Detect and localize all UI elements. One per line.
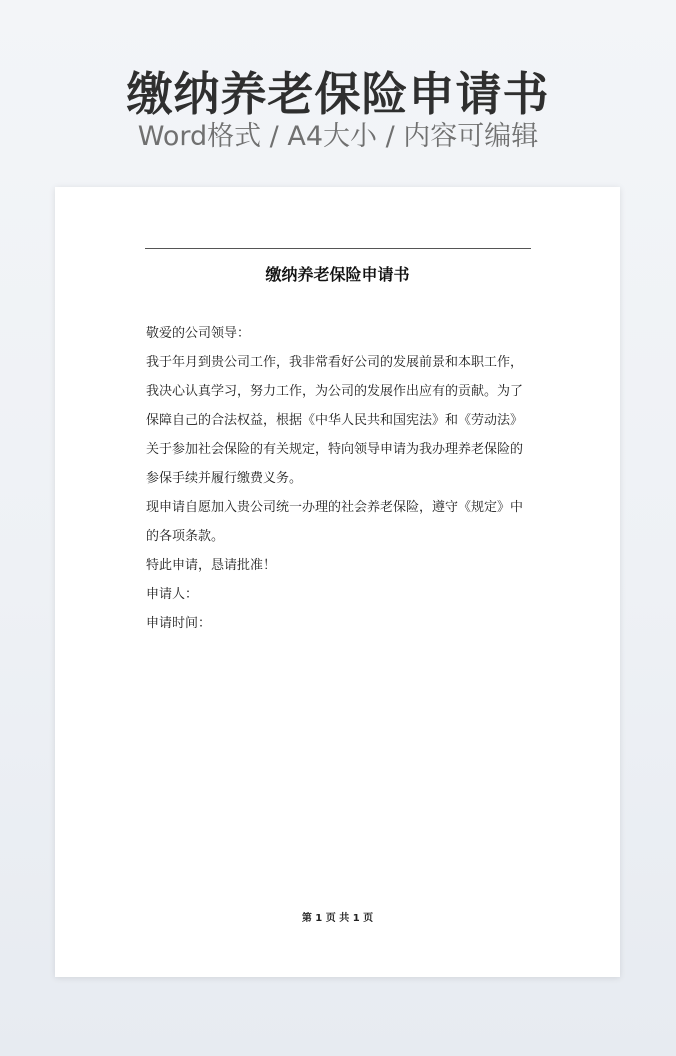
salutation: 敬爱的公司领导： — [146, 326, 251, 341]
banner-subtitle: Word格式 / A4大小 / 内容可编辑 — [137, 121, 539, 152]
applicant-label: 申请人： — [146, 587, 199, 602]
header-rule — [145, 248, 531, 249]
body-paragraph-1: 我于年月到贵公司工作，我非常看好公司的发展前景和本职工作，我决心认真学习，努力工作，为公司的发展作出应有的贡献。为了保障自己的合法权益，根据《中华人民共和国宪法》和《劳动法》关于参加社会保险的有关规定，特向领导申请为我办理养老保险的参保手续并履行缴费义务。 — [146, 355, 524, 486]
banner-title: 缴纳养老保险申请书 — [126, 67, 550, 121]
body-paragraph-3: 特此申请，恳请批准！ — [146, 558, 277, 573]
document-body — [146, 319, 530, 638]
document-page — [55, 187, 620, 977]
document-title: 缴纳养老保险申请书 — [265, 265, 410, 284]
body-paragraph-2: 现申请自愿加入贵公司统一办理的社会养老保险，遵守《规定》中的各项条款。 — [146, 500, 524, 544]
page-number: 第 1 页 共 1 页 — [301, 913, 374, 924]
date-label: 申请时间： — [146, 616, 212, 631]
